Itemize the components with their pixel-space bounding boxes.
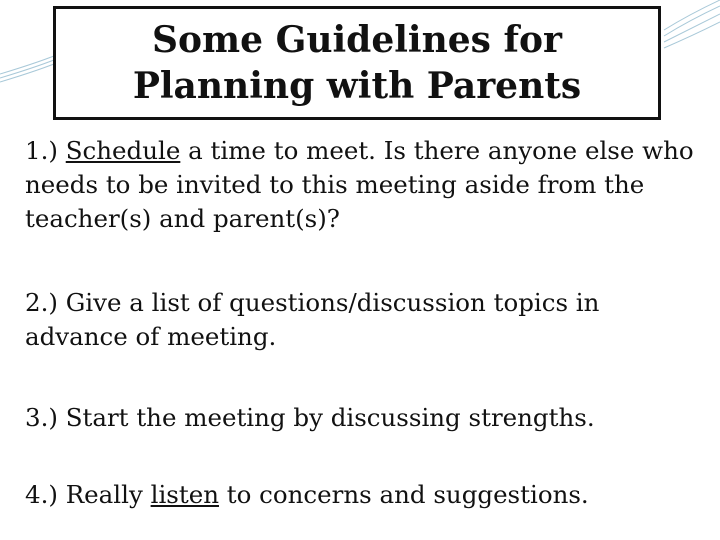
item-text: Give a list of questions/discussion topics in advance of meeting. [25, 288, 600, 351]
title-box [53, 6, 661, 120]
guideline-item-4 [25, 478, 695, 512]
slide-title: Some Guidelines for Planning with Parents [132, 19, 582, 107]
guideline-item-2 [25, 286, 695, 354]
item-number: 2.) [25, 288, 58, 317]
item-number: 3.) [25, 403, 58, 432]
underlined-keyword: listen [150, 480, 219, 509]
item-text: to concerns and suggestions. [226, 480, 589, 509]
guideline-item-1 [25, 134, 695, 236]
guideline-item-3 [25, 401, 695, 435]
item-text: Really [65, 480, 143, 509]
underlined-keyword: Schedule [65, 136, 181, 165]
item-text: a time to meet. Is there anyone else who needs to be invited to this meeting aside from the teacher(s) and parent(s)? [25, 136, 694, 233]
item-number: 1.) [25, 136, 58, 165]
item-text: Start the meeting by discussing strengths. [65, 403, 595, 432]
item-number: 4.) [25, 480, 58, 509]
